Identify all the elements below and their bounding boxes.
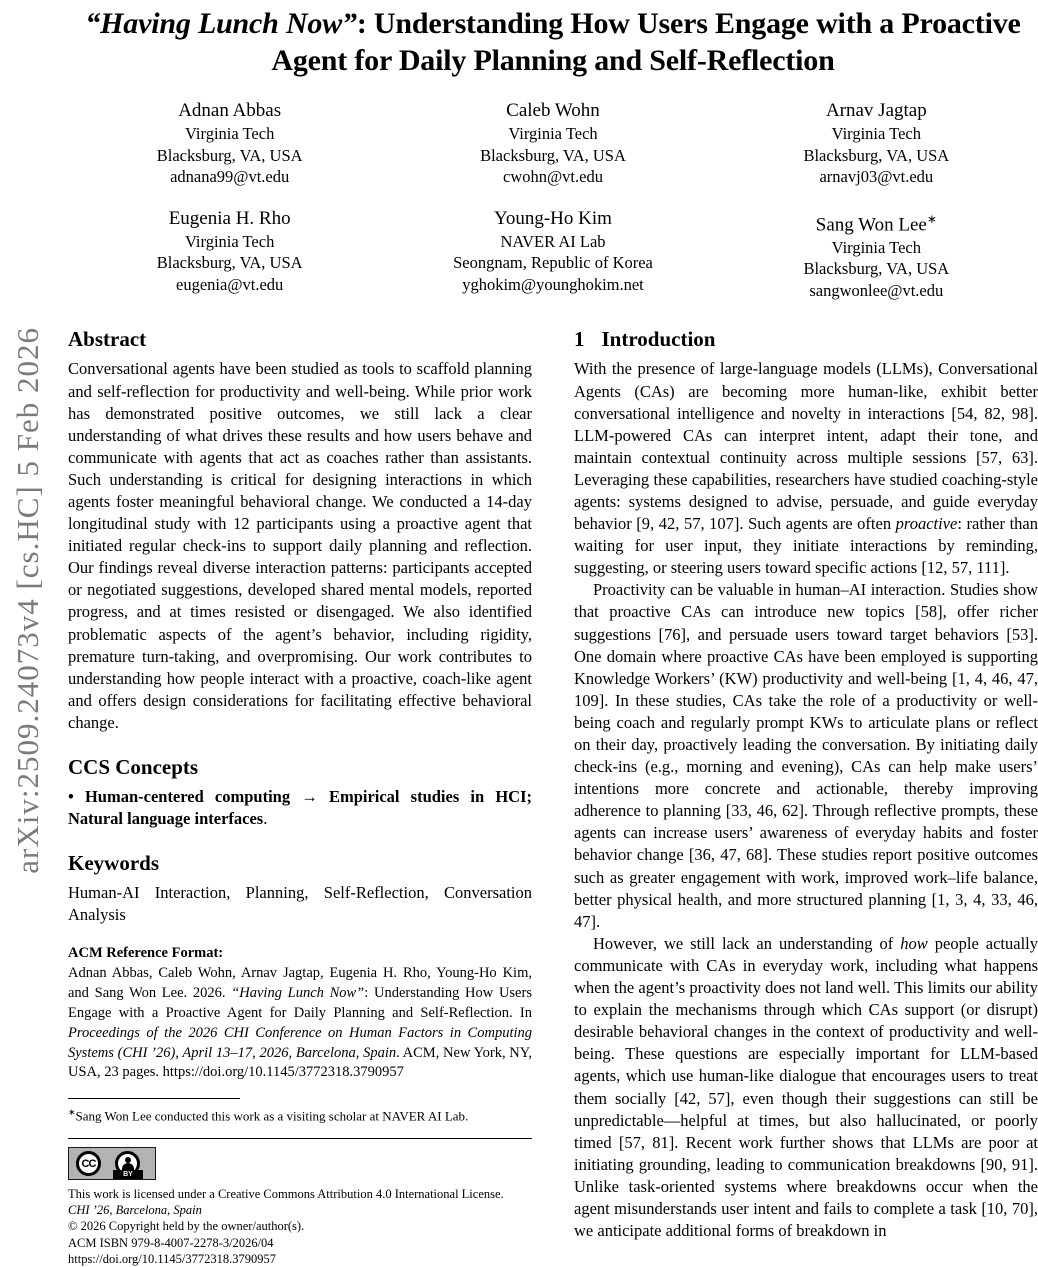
author-affiliation: NAVER AI Lab	[500, 231, 606, 251]
ccs-section	[68, 755, 532, 830]
license-statement: This work is licensed under a Creative Commons Attribution 4.0 International License.	[68, 1187, 504, 1201]
acm-reference-heading: ACM Reference Format:	[68, 945, 224, 962]
copyright-line: © 2026 Copyright held by the owner/author(s).	[68, 1219, 305, 1234]
author-name: Adnan Abbas	[178, 100, 282, 122]
keywords-text: Human-AI Interaction, Planning, Self-Reflection, Conversation Analysis	[68, 883, 532, 925]
ccs-text: • Human-centered computing → Empirical studies in HCI; Natural language interfaces.	[68, 787, 533, 829]
arxiv-identifier: arXiv:2509.24073v4 [cs.HC] 5 Feb 2026	[10, 326, 45, 874]
author-name: Eugenia H. Rho	[168, 207, 291, 229]
author-name: Young-Ho Kim	[494, 207, 612, 229]
author-affiliation: Virginia Tech	[184, 124, 275, 144]
two-column-layout	[68, 327, 1038, 1267]
author-email: yghokim@younghokim.net	[462, 274, 644, 294]
intro-paragraph: With the presence of large-language models (LLMs), Conversational Agents (CAs) are becoming more human-like, exhibit better conversational intelligence and novelty in interactions [54, 82, 98]. LLM-powered CAs can interpret intent, adapt their tone, and maintain contextual continuity across multiple sessions [57, 63]. Leveraging these capabilities, researchers have studied coaching-style agents: systems designed to advise, persuade, and guide everyday behavior [9, 42, 57, 107]. Such agents are often proactive: rather than waiting for user input, they initiate interactions by reminding, suggesting, or steering users toward specific actions [12, 57, 111].	[574, 359, 1038, 578]
doi-link[interactable]: https://doi.org/10.1145/3772318.3790957	[68, 1251, 276, 1266]
author-card	[391, 99, 714, 188]
introduction-section	[574, 327, 1038, 1242]
section-number: 1	[574, 327, 585, 352]
author-location: Blacksburg, VA, USA	[803, 145, 950, 165]
author-card	[391, 207, 714, 302]
author-location: Blacksburg, VA, USA	[156, 253, 303, 273]
author-block	[68, 99, 1038, 301]
author-affiliation: Virginia Tech	[831, 124, 921, 144]
by-label: BY	[113, 1170, 143, 1179]
author-location: Blacksburg, VA, USA	[480, 145, 626, 165]
author-email: adnana99@vt.edu	[170, 167, 290, 187]
author-affiliation: Virginia Tech	[184, 231, 275, 251]
author-card	[68, 99, 391, 188]
paper-content	[68, 0, 1038, 1267]
cc-by-badge	[68, 1147, 156, 1180]
acm-reference-text: Adnan Abbas, Caleb Wohn, Arnav Jagtap, Eugenia H. Rho, Young-Ho Kim, and Sang Won Lee. 2026. “Having Lunch Now”: Understanding How Users Engage with a Proactive Agent for Daily Planning and Self-Reflection. In Proceedings of the 2026 CHI Conference on Human Factors in Computing Systems (CHI ’26), April 13–17, 2026, Barcelona, Spain. ACM, New York, NY, USA, 23 pages. https://doi.org/10.1145/3772318.3790957	[68, 965, 532, 1081]
keywords-section	[68, 851, 532, 926]
page-title: “Having Lunch Now”: Understanding How Users Engage with a Proactive Agent for Daily Planning and Self-Reflection	[85, 7, 1021, 77]
author-card	[715, 207, 1038, 302]
author-email: arnavj03@vt.edu	[819, 167, 934, 187]
right-column	[574, 327, 1038, 1267]
license-section	[68, 1138, 532, 1267]
author-affiliation: Virginia Tech	[831, 237, 921, 257]
arxiv-banner-rail	[0, 0, 56, 1200]
cc-icon: CC	[76, 1151, 101, 1176]
author-email: eugenia@vt.edu	[176, 274, 284, 294]
author-name: Arnav Jagtap	[825, 100, 927, 122]
abstract-section	[68, 327, 532, 734]
author-affiliation: Virginia Tech	[508, 124, 598, 144]
conference-info: CHI ’26, Barcelona, Spain	[68, 1203, 202, 1218]
author-location: Blacksburg, VA, USA	[803, 259, 950, 279]
author-email: cwohn@vt.edu	[503, 167, 603, 187]
left-column	[68, 327, 532, 1267]
ccs-heading: CCS Concepts	[68, 755, 199, 780]
author-location: Blacksburg, VA, USA	[156, 145, 303, 165]
intro-paragraph: However, we still lack an understanding of how people actually communicate with CAs in everyday work, including what happens when the agent’s proactivity does not land well. This limits our ability to explain the mechanisms through which CAs support (or disrupt) desirable behavioral changes in the context of productivity and well-being. These questions are especially important for LLM-based agents, which use human-like dialogue that encourages users to treat them socially [42, 57], even though their suggestions can still be unpredictable—helpful at times, but also hallucinated, or poorly timed [57, 81]. Recent work further shows that LLMs are poor at initiating grounding, leading to communication breakdowns [90, 91]. Unlike task-oriented systems where breakdowns occur when the agent misunderstands user intent and fails to complete a task [10, 70], we anticipate additional forms of breakdown in	[574, 933, 1038, 1241]
introduction-heading	[574, 327, 1038, 351]
abstract-text: Conversational agents have been studied as tools to scaffold planning and self-reflection for productivity and well-being. While prior work has demonstrated positive outcomes, we still lack a clear understanding of what drives these results and how users behave and communicate with agents that act as coaches rather than assistants. Such understanding is critical for designing interactions in which agents foster meaningful behavioral change. We conducted a 14-day longitudinal study with 12 participants using a proactive agent that initiated regular check-ins to support daily planning and reflection. Our findings reveal diverse interaction patterns: participants accepted or negotiated suggestions, developed shared mental models, reported progress, and at times resisted or disengaged. We also identified problematic aspects of the agent’s behavior, including rigidity, premature turn-taking, and overpromising. Our work contributes to understanding how people interact with a proactive, coach-like agent and offers design considerations for facilitating effective behavioral change.	[68, 359, 532, 732]
keywords-heading: Keywords	[68, 851, 159, 876]
author-name: Sang Won Lee∗	[815, 211, 937, 235]
footnote-text: ∗Sang Won Lee conducted this work as a visiting scholar at NAVER AI Lab.	[68, 1107, 469, 1124]
author-card	[715, 99, 1038, 188]
abstract-heading: Abstract	[68, 327, 147, 352]
author-name: Caleb Wohn	[506, 100, 600, 122]
acm-reference-section	[68, 945, 532, 1083]
author-email: sangwonlee@vt.edu	[809, 280, 944, 300]
author-card	[68, 207, 391, 302]
section-title: Introduction	[601, 327, 716, 352]
author-location: Seongnam, Republic of Korea	[453, 253, 653, 273]
isbn-line: ACM ISBN 979-8-4007-2278-3/2026/04	[68, 1235, 274, 1250]
intro-paragraph: Proactivity can be valuable in human–AI interaction. Studies show that proactive CAs can introduce new topics [58], offer richer suggestions [76], and persuade users toward target behaviors [53]. One domain where proactive CAs have been employed is supporting Knowledge Workers’ (KW) productivity and well-being [1, 4, 46, 47, 109]. In these studies, CAs take the role of a productivity or well-being coach and regularly prompt KWs to articulate plans or reflect on their day, proactively leading the conversation. By initiating daily check-ins (e.g., morning and evening), CAs can help make users’ intentions more concrete and actionable, thereby improving adherence to planning [33, 46, 62]. Through reflective prompts, these agents can increase users’ awareness of everyday habits and foster behavior change [36, 47, 68]. These studies report positive outcomes such as greater engagement with work, improved work–life balance, better physical health, and more structured planning [1, 3, 4, 33, 46, 47].	[574, 580, 1038, 931]
